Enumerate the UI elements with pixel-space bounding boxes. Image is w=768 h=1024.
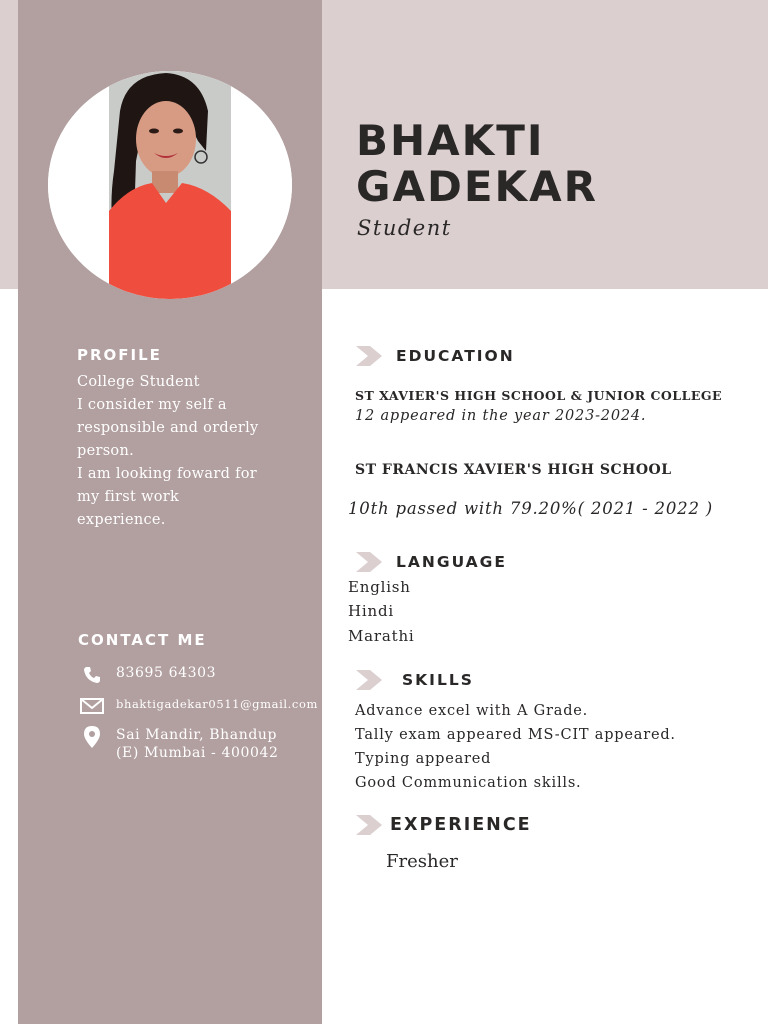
school-detail: 12 appeared in the year 2023-2024. bbox=[355, 408, 647, 424]
education-heading-label: EDUCATION bbox=[396, 347, 515, 365]
profile-photo bbox=[48, 71, 292, 299]
address-line: Sai Mandir, Bhandup bbox=[116, 727, 278, 743]
phone-number[interactable]: 83695 64303 bbox=[116, 665, 217, 681]
address-line: (E) Mumbai - 400042 bbox=[116, 745, 279, 761]
profile-text bbox=[77, 371, 307, 532]
chevron-right-icon bbox=[356, 815, 382, 835]
skill-item: Advance excel with A Grade. bbox=[355, 703, 589, 719]
skill-item: Typing appeared bbox=[355, 751, 492, 767]
phone-icon bbox=[80, 664, 104, 686]
contact-phone bbox=[80, 664, 216, 686]
skills-heading bbox=[356, 670, 474, 690]
school-name: ST XAVIER'S HIGH SCHOOL & JUNIOR COLLEGE bbox=[355, 388, 723, 403]
role-title: Student bbox=[357, 216, 452, 240]
profile-line: responsible and orderly bbox=[77, 420, 259, 436]
profile-line: person. bbox=[77, 443, 135, 459]
school-detail: 10th passed with 79.20%( 2021 - 2022 ) bbox=[348, 499, 714, 518]
profile-line: my first work bbox=[77, 489, 180, 505]
experience-heading-label: EXPERIENCE bbox=[390, 815, 532, 835]
school-name: ST FRANCIS XAVIER'S HIGH SCHOOL bbox=[355, 462, 672, 478]
profile-line: I consider my self a bbox=[77, 397, 227, 413]
language-item: English bbox=[348, 578, 411, 596]
profile-line: experience. bbox=[77, 512, 166, 528]
envelope-icon bbox=[80, 695, 104, 717]
language-item: Hindi bbox=[348, 602, 394, 620]
education-heading bbox=[356, 346, 515, 366]
profile-heading: PROFILE bbox=[77, 346, 162, 364]
contact-address bbox=[80, 726, 278, 762]
contact-heading: CONTACT ME bbox=[78, 631, 207, 649]
first-name: BHAKTI bbox=[356, 116, 545, 165]
chevron-right-icon bbox=[356, 346, 382, 366]
contact-email bbox=[80, 695, 318, 717]
email-address[interactable]: bhaktigadekar0511@gmail.com bbox=[116, 697, 318, 711]
skill-item: Good Communication skills. bbox=[355, 775, 582, 791]
last-name: GADEKAR bbox=[356, 162, 598, 211]
skill-item: Tally exam appeared MS-CIT appeared. bbox=[355, 727, 676, 743]
chevron-right-icon bbox=[356, 670, 382, 690]
language-heading-label: LANGUAGE bbox=[396, 553, 507, 571]
profile-line: I am looking foward for bbox=[77, 466, 257, 482]
profile-line: College Student bbox=[77, 374, 200, 390]
experience-heading bbox=[356, 815, 532, 835]
language-item: Marathi bbox=[348, 627, 415, 645]
map-pin-icon bbox=[80, 726, 104, 748]
chevron-right-icon bbox=[356, 552, 382, 572]
address bbox=[116, 726, 278, 762]
experience-value: Fresher bbox=[386, 851, 458, 872]
name-heading bbox=[356, 118, 598, 210]
skills-heading-label: SKILLS bbox=[402, 671, 474, 689]
language-heading bbox=[356, 552, 507, 572]
